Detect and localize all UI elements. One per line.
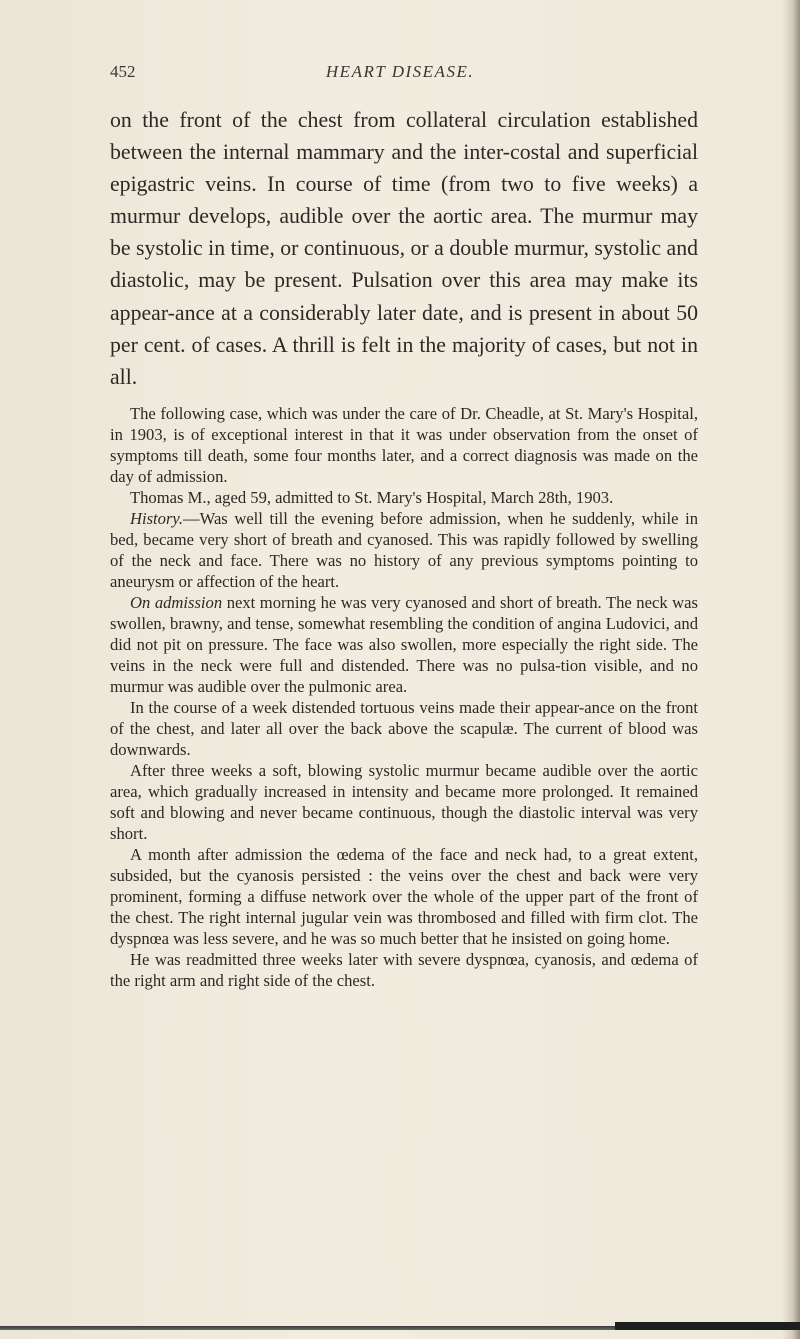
paragraph-readmitted: He was readmitted three weeks later with severe dyspnœa, cyanosis, and œdema of the right arm and right side of the chest. [110,949,698,990]
admission-label: On admission [130,592,223,612]
running-title: HEART DISEASE. [325,62,475,81]
admission-paragraph [110,592,698,697]
history-paragraph [110,508,698,592]
page-edge-shadow [782,0,800,1339]
history-text: —Was well till the evening before admission, when he suddenly, while in bed, became very short of breath and cyanosed. This was rapidly followed by swelling of the neck and face. There was no history of any previous symptoms pointing to aneurysm or affection of the heart. [110,508,698,591]
patient-line: Thomas M., aged 59, admitted to St. Mary's Hospital, March 28th, 1903. [130,487,614,507]
paragraph-week-veins: In the course of a week distended tortuous veins made their appear-ance on the front of the chest, and later all over the back above the scapulæ. The current of blood was downwards. [110,697,698,759]
page-header [110,62,690,92]
intro-paragraph: on the front of the chest from collateral circulation established between the internal mammary and the inter-costal and superficial epigastric veins. In course of time (from two to five weeks) a murmur develops, audible over the aortic area. The murmur may be systolic in time, or continuous, or a double murmur, systolic and diastolic, may be present. Pulsation over this area may make its appear-ance at a considerably later date, and is present in about 50 per cent. of cases. A thrill is felt in the majority of cases, but not in all. [110,108,698,389]
page-number: 452 [110,62,136,81]
case-intro-paragraph: The following case, which was under the care of Dr. Cheadle, at St. Mary's Hospital, in 1903, is of exceptional interest in that it was under observation from the onset of symptoms till death, some four months later, and a correct diagnosis was made on the day of admission. [110,403,698,486]
history-label: History. [130,508,184,528]
bottom-rule-dark [615,1322,800,1330]
paragraph-month-after: A month after admission the œdema of the face and neck had, to a great extent, subsided, but the cyanosis persisted : the veins over the chest and back were very prominent, forming a diffuse network over the whole of the upper part of the front of the chest. The right internal jugular vein was thrombosed and filled with firm clot. The dyspnœa was less severe, and he was so much better that he insisted on going home. [110,844,698,948]
page-body [110,104,698,991]
case-report [110,403,698,991]
paragraph-murmur: After three weeks a soft, blowing systolic murmur became audible over the aortic area, which gradually increased in intensity and became more prolonged. It remained soft and blowing and never became continuous, though the diastolic interval was very short. [110,760,698,843]
admission-text: next morning he was very cyanosed and short of breath. The neck was swollen, brawny, and tense, somewhat resembling the condition of angina Ludovici, and did not pit on pressure. The face was also swollen, more especially the right side. The veins in the neck were full and distended. There was no pulsa-tion visible, and no murmur was audible over the pulmonic area. [110,592,698,696]
